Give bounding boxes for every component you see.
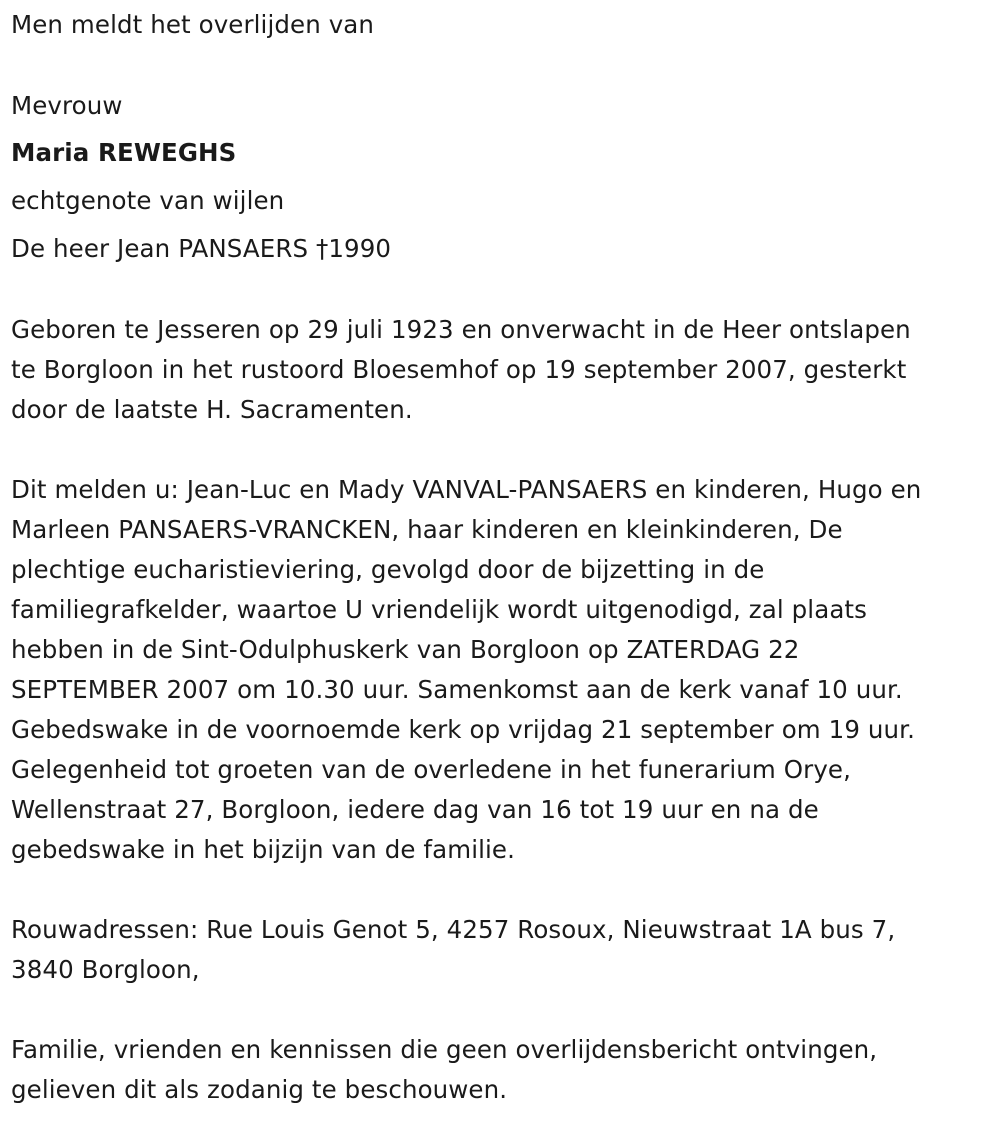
closing-paragraph-line: Familie, vrienden en kennissen die geen overlijdensbericht ontvingen, (11, 1035, 878, 1064)
birth-paragraph-line: Geboren te Jesseren op 29 juli 1923 en onverwacht in de Heer ontslapen (11, 315, 911, 344)
announcement-paragraph-line: hebben in de Sint-Odulphuskerk van Borgloon op ZATERDAG 22 (11, 635, 800, 664)
announcement-paragraph-line: familiegrafkelder, waartoe U vriendelijk wordt uitgenodigd, zal plaats (11, 595, 868, 624)
birth-paragraph-line: te Borgloon in het rustoord Bloesemhof op 19 september 2007, gesterkt (11, 355, 907, 384)
address-paragraph-line: Rouwadressen: Rue Louis Genot 5, 4257 Rosoux, Nieuwstraat 1A bus 7, (11, 915, 896, 944)
announcement-paragraph-line: Marleen PANSAERS-VRANCKEN, haar kinderen en kleinkinderen, De (11, 515, 843, 544)
announcement-paragraph-line: plechtige eucharistieviering, gevolgd door de bijzetting in de (11, 555, 765, 584)
closing-paragraph-line: gelieven dit als zodanig te beschouwen. (11, 1075, 508, 1104)
relation-text: echtgenote van wijlen (11, 186, 285, 215)
salutation: Mevrouw (11, 91, 123, 120)
announcement-paragraph-line: Gelegenheid tot groeten van de overledene in het funerarium Orye, (11, 755, 851, 784)
address-paragraph-line: 3840 Borgloon, (11, 955, 200, 984)
spouse-text: De heer Jean PANSAERS †1990 (11, 234, 392, 263)
announcement-paragraph-line: Gebedswake in de voornoemde kerk op vrijdag 21 september om 19 uur. (11, 715, 915, 744)
intro-text: Men meldt het overlijden van (11, 10, 375, 39)
address-paragraph (11, 910, 986, 990)
announcement-paragraph-line: Dit melden u: Jean-Luc en Mady VANVAL-PANSAERS en kinderen, Hugo en (11, 475, 922, 504)
announcement-paragraph-line: Wellenstraat 27, Borgloon, iedere dag van 16 tot 19 uur en na de (11, 795, 819, 824)
closing-paragraph (11, 1030, 986, 1110)
announcement-paragraph (11, 470, 986, 870)
announcement-paragraph-line: gebedswake in het bijzijn van de familie. (11, 835, 515, 864)
deceased-name: Maria REWEGHS (11, 138, 237, 167)
birth-paragraph (11, 310, 986, 430)
birth-paragraph-line: door de laatste H. Sacramenten. (11, 395, 413, 424)
announcement-paragraph-line: SEPTEMBER 2007 om 10.30 uur. Samenkomst aan de kerk vanaf 10 uur. (11, 675, 903, 704)
